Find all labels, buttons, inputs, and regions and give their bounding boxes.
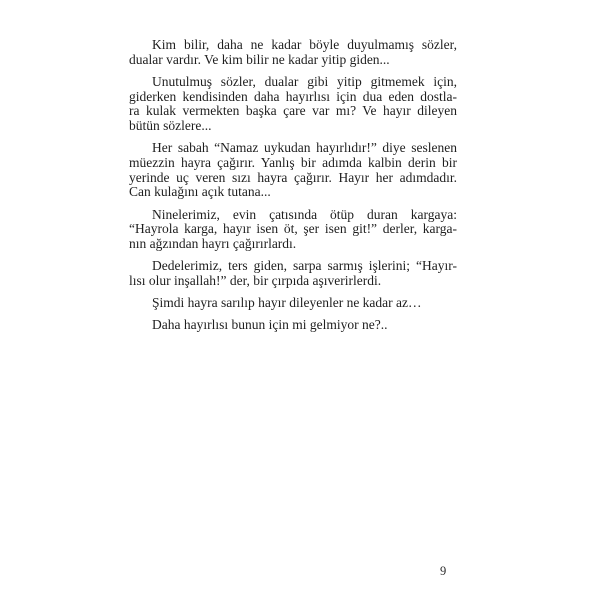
- page-number: 9: [440, 564, 447, 578]
- text-line: ra kulak vermekten başka çare var mı? Ve hayır dileyen: [129, 104, 457, 119]
- text-line: müezzin hayra çağırır. Yanlış bir adımda kalbin derin bir: [129, 155, 457, 170]
- text-line: bütün sözlere...: [129, 119, 212, 134]
- text-line: Kim bilir, daha ne kadar böyle duyulmamış sözler,: [152, 38, 457, 52]
- paragraph: [129, 259, 457, 288]
- paragraph: [129, 75, 457, 134]
- text-line: Can kulağını açık tutana...: [129, 185, 271, 200]
- text-line: giderken kendisinden daha hayırlısı için dua eden dostla-: [129, 89, 457, 104]
- text-line: Ninelerimiz, evin çatısında ötüp duran kargaya:: [152, 207, 457, 222]
- text-line: Unutulmuş sözler, dualar gibi yitip gitmemek için,: [152, 74, 457, 89]
- text-line: yerinde uç veren sızı hayra çağırır. Hayır her adımdadır.: [129, 170, 457, 185]
- paragraph: [129, 141, 457, 200]
- text-line: lısı olur inşallah!” der, bir çırpıda aşıverirlerdi.: [129, 273, 382, 288]
- paragraph: [129, 38, 457, 67]
- paragraph: [129, 208, 457, 252]
- paragraph: [129, 318, 457, 333]
- text-line: nın ağzından hayrı çağırırlardı.: [129, 236, 297, 251]
- paragraph: [129, 296, 457, 311]
- text-line: Her sabah “Namaz uykudan hayırlıdır!” diye seslenen: [152, 141, 457, 156]
- text-block: [129, 38, 457, 333]
- text-line: “Hayrola karga, hayır isen öt, şer isen git!” derler, karga-: [129, 222, 457, 237]
- text-line: Daha hayırlısı bunun için mi gelmiyor ne?..: [152, 318, 388, 333]
- text-line: Dedelerimiz, ters giden, sarpa sarmış işlerini; “Hayır-: [152, 259, 457, 274]
- text-line: dualar vardır. Ve kim bilir ne kadar yitip giden...: [129, 52, 390, 67]
- text-line: Şimdi hayra sarılıp hayır dileyenler ne kadar az…: [152, 296, 422, 311]
